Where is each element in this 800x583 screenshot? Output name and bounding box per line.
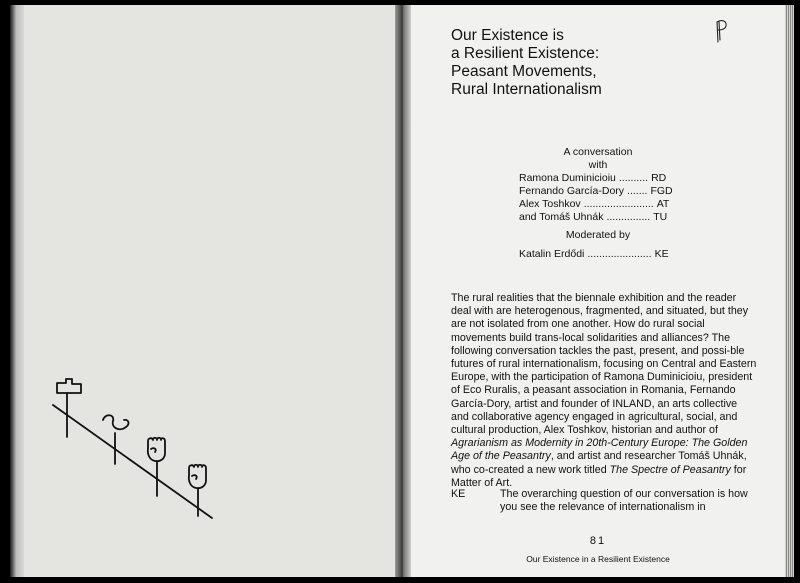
participant-name: Fernando García-Dory (519, 185, 625, 197)
title-line: Rural Internationalism (451, 81, 602, 98)
participant-name: and Tomáš Uhnák (519, 211, 604, 223)
leader-dots: ...................... (587, 248, 652, 260)
speaker-label: KE (451, 488, 466, 500)
moderator-name: Katalin Erdődi (519, 248, 585, 260)
participant-row (519, 185, 685, 198)
title-line: a Resilient Existence: (451, 45, 600, 62)
sign-post-icon (57, 379, 81, 437)
raised-fist-icon (148, 438, 165, 496)
leader-dots: ........................ (583, 198, 654, 210)
participant-name: Alex Toshkov (519, 198, 581, 210)
participants-list (519, 172, 685, 224)
handwritten-p-mark-icon (713, 18, 731, 44)
participant-initials: AT (656, 198, 670, 210)
participant-initials: RD (651, 172, 667, 184)
leader-dots: ............... (606, 211, 651, 223)
slope-line (53, 405, 212, 518)
with-label: with (588, 159, 608, 171)
speech-text: The overarching question of our conversation is how you see the relevance of internationalism in (500, 488, 748, 514)
page-stack-edge (785, 5, 794, 577)
participant-name: Ramona Duminicioiu (519, 172, 616, 184)
participant-initials: FGD (650, 185, 673, 197)
moderator-row (519, 248, 683, 261)
intro-text: for Matter of Art. (451, 463, 747, 489)
intro-text: The rural realities that the biennale exhibition and the reader deal with are heterogenous, fragmented, and situated, but they are not isolated from one another. How do rural social movements build trans-local solidarities and alliances? The following conversation tackles the past, present, and possi-ble futures of rural internationalism, focusing on Central and Eastern Europe, with the participation of Ramona Duminicioiu, president of Eco Ruralis, a peasant association in Romania, Fernando García-Dory, artist and founder of INLAND, an arts collective and collaborative agency engaged in agricultural, social, and cultural production, Alex Toshkov, historian and author of (451, 292, 757, 437)
participant-row (519, 211, 685, 224)
intro-text: , and artist and researcher Tomáš Uhnák, who co-created a new work titled (451, 450, 747, 476)
participant-initials: TU (653, 211, 668, 223)
protest-illustration (10, 5, 395, 577)
book-gutter (395, 5, 411, 577)
title-line: Our Existence is (451, 27, 564, 44)
moderated-by-label: Moderated by (565, 229, 631, 241)
participant-row (519, 198, 685, 211)
intro-paragraph (451, 292, 757, 490)
artwork-title: The Spectre of Peasantry (609, 463, 731, 476)
right-page (411, 5, 785, 577)
left-page (10, 5, 395, 577)
page-number: 81 (589, 535, 607, 547)
leader-dots: .......... (618, 172, 649, 184)
article-title (451, 27, 602, 99)
raised-fist-icon (189, 465, 206, 516)
participant-row (519, 172, 685, 185)
leader-dots: ....... (627, 185, 648, 197)
moderator-initials: KE (654, 248, 669, 260)
title-line: Peasant Movements, (451, 63, 597, 80)
book-title: Agrarianism as Modernity in 20th-Century Europe: The Golden Age of the Peasantry (451, 437, 748, 463)
conversation-heading: A conversation (563, 146, 633, 158)
running-footer: Our Existence in a Resilient Existence (526, 554, 670, 564)
